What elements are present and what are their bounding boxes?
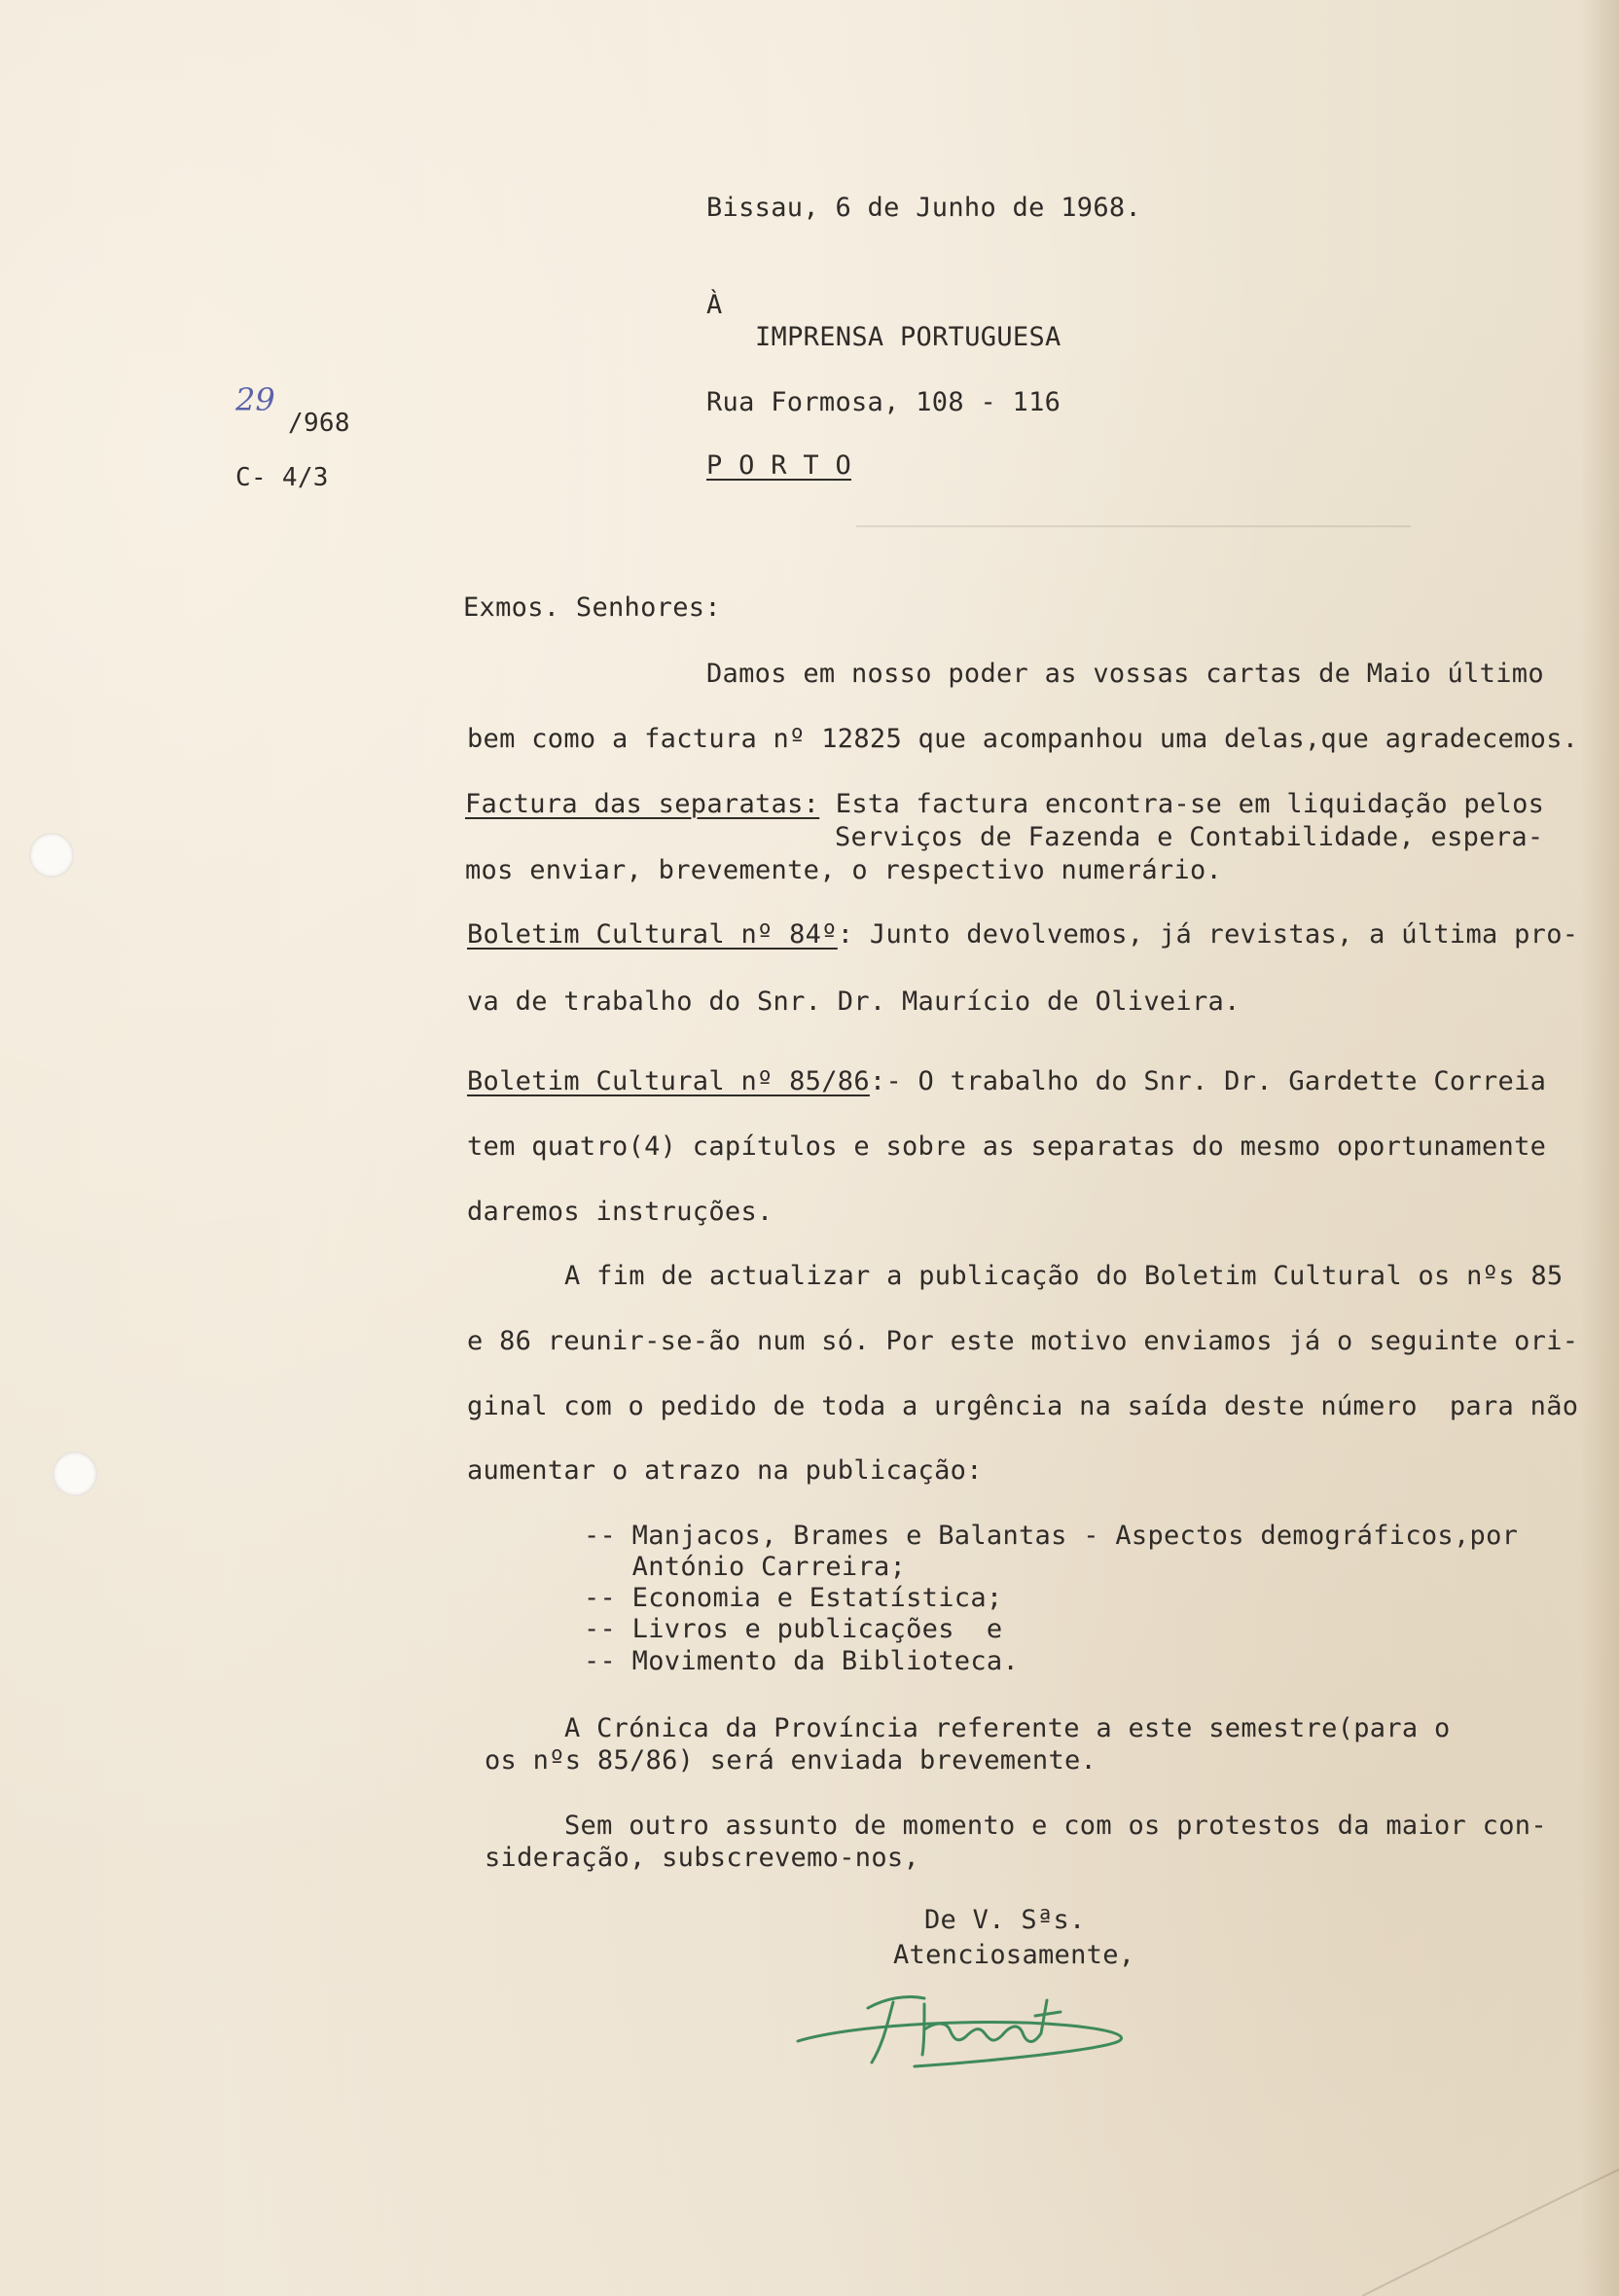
closing-line-2: Atenciosamente, bbox=[893, 1940, 1135, 1970]
punch-hole-top bbox=[29, 833, 74, 878]
section-boletim-85-86-heading: Boletim Cultural nº 85/86 bbox=[467, 1066, 870, 1096]
section-boletim-84-line-1: : Junto devolvemos, já revistas, a última pro- bbox=[837, 919, 1579, 950]
section-boletim-85-86-line-3: daremos instruções. bbox=[467, 1197, 774, 1227]
paragraph-3-line-1: A Crónica da Província referente a este semestre(para o bbox=[564, 1713, 1451, 1743]
faint-ruled-line bbox=[856, 525, 1411, 527]
recipient-address: Rua Formosa, 108 - 116 bbox=[706, 387, 1061, 417]
section-boletim-85-86-line-1: :- O trabalho do Snr. Dr. Gardette Correia bbox=[869, 1066, 1547, 1096]
paragraph-4-line-2: sideração, subscrevemo-nos, bbox=[485, 1843, 919, 1873]
paragraph-2-line-3: ginal com o pedido de toda a urgência na saída deste número para não bbox=[467, 1391, 1579, 1421]
recipient-city: P O R T O bbox=[706, 450, 851, 481]
paragraph-2-line-4: aumentar o atrazo na publicação: bbox=[467, 1455, 983, 1486]
paper-edge-shadow bbox=[1580, 0, 1619, 2296]
punch-hole-bottom bbox=[53, 1452, 97, 1496]
paper-crease bbox=[1362, 2140, 1619, 2296]
paragraph-1-line-2: bem como a factura nº 12825 que acompanhou uma delas,que agradecemos. bbox=[467, 724, 1579, 754]
paragraph-1-line-1: Damos em nosso poder as vossas cartas de Maio último bbox=[706, 659, 1544, 689]
paragraph-3-line-2: os nºs 85/86) será enviada brevemente. bbox=[485, 1745, 1097, 1776]
section-separatas-line-3: mos enviar, brevemente, o respectivo numerário. bbox=[465, 855, 1223, 885]
recipient-name: IMPRENSA PORTUGUESA bbox=[755, 322, 1061, 352]
section-separatas bbox=[465, 788, 1544, 821]
list-item-1: -- Manjacos, Brames e Balantas - Aspectos demográficos,por bbox=[584, 1521, 1519, 1551]
list-item-1-cont: António Carreira; bbox=[584, 1552, 907, 1582]
list-item-3: -- Livros e publicações e bbox=[584, 1614, 1003, 1644]
date-line: Bissau, 6 de Junho de 1968. bbox=[706, 193, 1141, 223]
margin-reference: C- 4/3 bbox=[235, 463, 329, 492]
section-boletim-84 bbox=[467, 918, 1578, 951]
section-boletim-85-86 bbox=[467, 1065, 1546, 1098]
section-boletim-85-86-line-2: tem quatro(4) capítulos e sobre as separatas do mesmo oportunamente bbox=[467, 1131, 1547, 1162]
margin-year: /968 bbox=[288, 409, 350, 438]
handwritten-number: 29 bbox=[235, 381, 275, 418]
section-separatas-line-2: Serviços de Fazenda e Contabilidade, espera- bbox=[835, 822, 1544, 852]
salutation: Exmos. Senhores: bbox=[463, 592, 721, 623]
paragraph-2-line-2: e 86 reunir-se-ão num só. Por este motivo enviamos já o seguinte ori- bbox=[467, 1326, 1579, 1356]
section-separatas-line-1: Esta factura encontra-se em liquidação pelos bbox=[819, 789, 1545, 819]
signature bbox=[778, 1965, 1158, 2082]
paragraph-4-line-1: Sem outro assunto de momento e com os protestos da maior con- bbox=[564, 1811, 1547, 1841]
list-item-4: -- Movimento da Biblioteca. bbox=[584, 1646, 1019, 1676]
closing-line-1: De V. Sªs. bbox=[924, 1905, 1086, 1935]
paragraph-2-line-1: A fim de actualizar a publicação do Boletim Cultural os nºs 85 bbox=[564, 1261, 1564, 1291]
to-mark: À bbox=[706, 290, 723, 320]
section-boletim-84-line-2: va de trabalho do Snr. Dr. Maurício de Oliveira. bbox=[467, 987, 1241, 1017]
list-item-2: -- Economia e Estatística; bbox=[584, 1583, 1003, 1613]
section-separatas-heading: Factura das separatas: bbox=[465, 789, 820, 819]
section-boletim-84-heading: Boletim Cultural nº 84º bbox=[467, 919, 838, 950]
